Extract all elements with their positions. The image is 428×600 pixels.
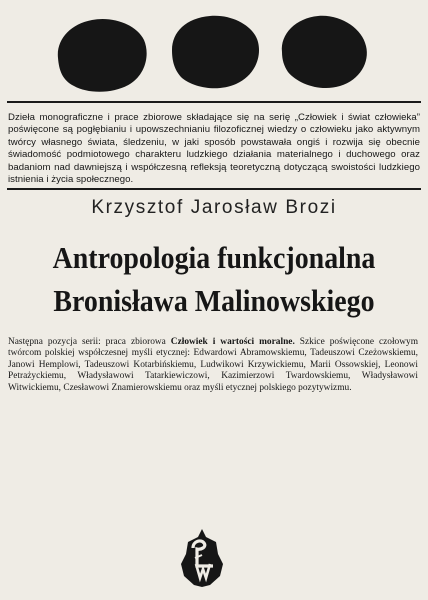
ink-blob-icon — [282, 16, 367, 88]
series-note-bold-title: Człowiek i wartości moralne. — [170, 337, 295, 347]
series-description: Dzieła monograficzne i prace zbiorowe składające się na serię „Człowiek i świat człowieka” poświęcone są pogłębianiu i upowszechnianiu filozoficznej wiedzy o człowieku jako aktywnym twórcy własnego świata, śledzeniu, w jaki sposób powstawała ongiś i rozwija się obecnie świadomość podmiotowego charakteru ludzkiego działania materialnego i duchowego oraz badaniom nad dawniejszą i współczesną refleksją teoretyczną dotyczącą swoistości ludzkiego istnienia i życia społecznego. — [8, 112, 420, 186]
top-rule — [7, 101, 421, 103]
book-title-line-2: Bronisława Malinowskiego — [53, 283, 375, 318]
publisher-logo-icon — [180, 528, 224, 588]
series-note-prefix: Następna pozycja serii: praca zbiorowa — [8, 337, 171, 347]
series-note-rest: Szkice poświęcone czołowym twórcom polskiej współczesnej myśli etycznej: Edwardowi Abramowskiemu, Tadeuszowi Czeżowskiemu, Janowi Hemplowi, Tadeuszowi Kotarbińskiemu, Ludwikowi Krzywickiemu, Marii Ossowskiej, Leonowi Petrażyckiemu, Władysławowi Tatarkiewiczowi, Kazimierzowi Twardowskiemu, Władysławowi Witwickiemu, Czesławowi Znamierowskiemu oraz myśli etycznej polskiego pozytywizmu. — [8, 337, 418, 393]
ink-blobs — [0, 0, 428, 100]
middle-rule — [7, 188, 421, 190]
book-title-line-1: Antropologia funkcjonalna — [52, 240, 376, 275]
ink-blob-icon — [58, 19, 147, 92]
author-name: Krzysztof Jarosław Brozi — [91, 197, 337, 218]
ink-blob-icon — [172, 16, 259, 88]
next-in-series-note — [8, 337, 418, 394]
